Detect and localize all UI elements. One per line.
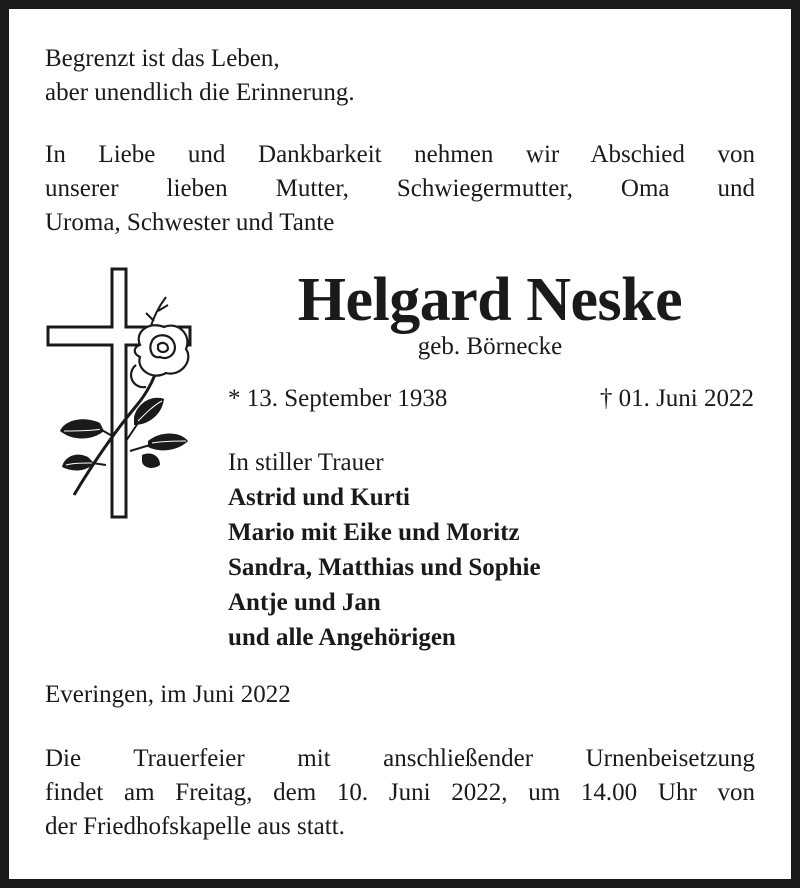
death-date: † 01. Juni 2022 (599, 385, 754, 412)
motto (45, 42, 755, 110)
intro-line-3: Uroma, Schwester und Tante (45, 209, 335, 236)
intro-line-2: unserer lieben Mutter, Schwiegermutter, Oma und (45, 175, 755, 202)
ceremony-line-2: findet am Freitag, dem 10. Juni 2022, um 14.00 Uhr von (45, 779, 755, 806)
ceremony-line-3: der Friedhofskapelle aus statt. (45, 813, 345, 840)
maiden-name: geb. Börnecke (417, 333, 563, 360)
mourners-intro: In stiller Trauer (228, 449, 384, 476)
cross-with-rose-icon (42, 265, 197, 523)
ceremony-line-1: Die Trauerfeier mit anschließender Urnenbeisetzung (45, 745, 755, 772)
mourner-name: Sandra, Matthias und Sophie (228, 554, 541, 581)
deceased-name: Helgard Neske (297, 266, 683, 334)
mourner-name: Antje und Jan (228, 589, 381, 616)
motto-line-2: aber unendlich die Erinnerung. (45, 79, 355, 106)
intro-line-1: In Liebe und Dankbarkeit nehmen wir Abschied von (45, 141, 755, 168)
mourner-name: Mario mit Eike und Moritz (228, 519, 520, 546)
place-date: Everingen, im Juni 2022 (45, 681, 291, 708)
ceremony-text (45, 742, 755, 844)
mourners-list (228, 445, 541, 655)
motto-line-1: Begrenzt ist das Leben, (45, 45, 280, 72)
birth-date: * 13. September 1938 (228, 385, 448, 412)
mourner-name: Astrid und Kurti (228, 484, 410, 511)
mourner-name: und alle Angehörigen (228, 624, 456, 651)
intro-text (45, 138, 755, 240)
